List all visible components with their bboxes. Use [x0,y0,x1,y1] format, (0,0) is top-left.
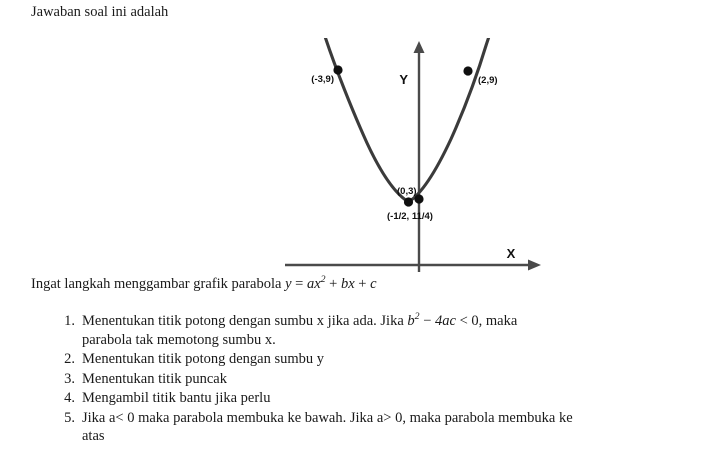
point-label-minus3-9: (-3,9) [311,74,334,85]
list-item-text: Menentukan titik potong dengan sumbu y [82,351,325,367]
list-item [55,350,715,369]
formula-line [31,274,377,294]
list-item-number: 1. [64,313,75,329]
list-item-number: 2. [64,351,75,367]
data-point [463,66,472,75]
step1-math-b: b [407,313,415,329]
list-item-number: 3. [64,370,75,387]
list-item-text: Menentukan titik puncak [82,370,227,387]
x-axis-label: X [506,246,516,261]
data-point [333,65,342,74]
parabola-figure [275,38,550,278]
step1-text-a: Menentukan titik potong dengan sumbu x jika ada. Jika [82,313,404,329]
list-item [55,312,715,349]
list-item-text [82,312,715,331]
step1-math-minus: − [423,313,432,329]
parabola-curve [326,38,489,202]
formula-c: c [370,276,377,292]
list-item-text-line2: parabola tak memotong sumbu x. [82,331,276,348]
formula-exponent: 2 [320,274,326,286]
list-item [55,409,715,446]
x-axis [285,260,541,271]
step1-text-b: maka [485,313,518,329]
formula-y: y [285,276,292,292]
point-label-0-3: (0,3) [397,186,417,197]
list-item-number: 4. [64,390,75,406]
list-item-text: Mengambil titik bantu jika perlu [82,390,271,406]
step1-math-zero: 0, [471,313,483,329]
point-label-vertex: (-1/2, 11/4) [387,211,433,222]
formula-b: b [340,276,349,292]
data-point [404,197,413,206]
formula-x-2: x [348,276,355,292]
list-item-text-line2: atas [82,428,105,444]
step1-math-4ac: 4ac [435,313,456,329]
y-axis-label: Y [399,72,408,87]
parabola-svg [275,38,550,278]
answer-intro-text: Jawaban soal ini adalah [31,4,169,20]
list-item [55,389,715,408]
list-item [55,370,715,389]
formula-plus-1: + [329,276,338,292]
formula-equals: = [295,276,304,292]
formula-a: a [306,276,315,292]
point-label-2-9: (2,9) [478,75,498,86]
y-axis [414,41,425,272]
steps-list [55,312,715,447]
formula-prefix: Ingat langkah menggambar grafik parabola [31,276,282,292]
list-item-text: Jika a< 0 maka parabola membuka ke bawah. Jika a> 0, maka parabola membuka ke [82,409,573,426]
step1-math-lessthan: < [459,313,468,329]
formula-plus-2: + [358,276,367,292]
list-item-number: 5. [64,409,75,426]
step1-math-exponent: 2 [414,311,420,323]
formula-x: x [314,276,321,292]
